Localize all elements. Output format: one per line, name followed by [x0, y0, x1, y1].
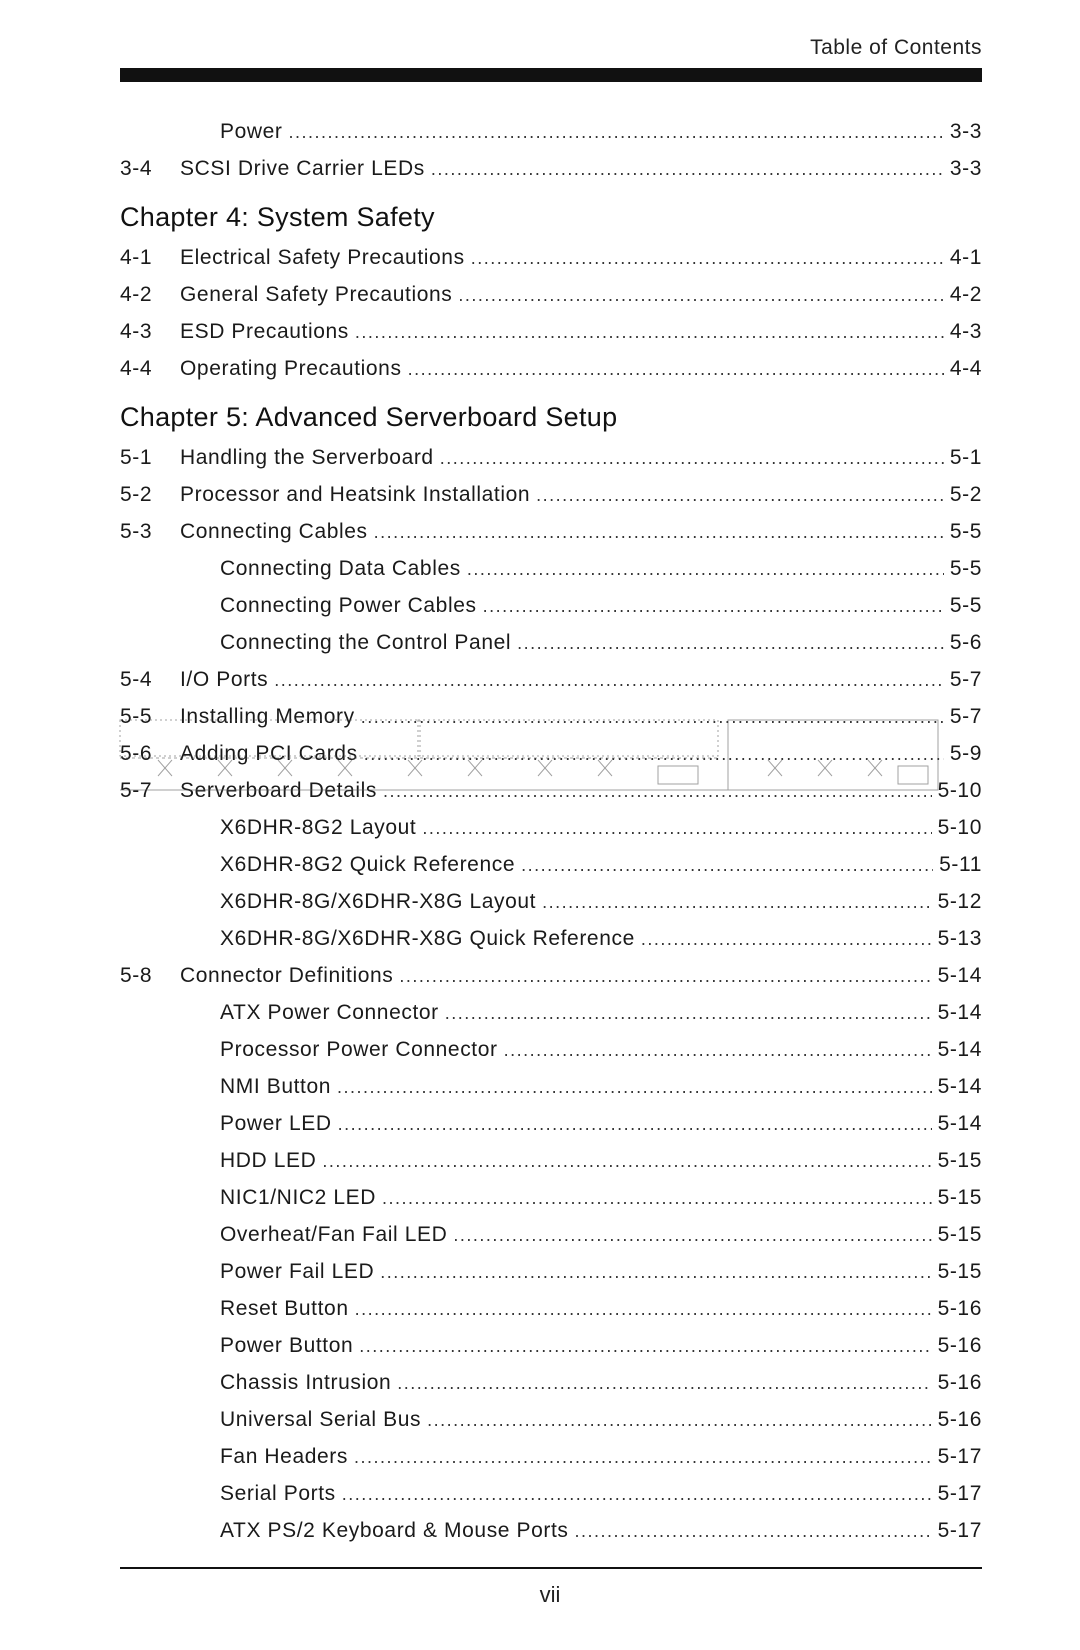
toc-dot-leader [289, 114, 944, 150]
toc-entry[interactable] [120, 276, 982, 313]
toc-entry-title: Power [220, 120, 283, 143]
toc-entry[interactable] [120, 772, 982, 809]
toc-entry-title: Power Fail LED [220, 1260, 375, 1283]
toc-entry-title: Connecting the Control Panel [220, 631, 512, 654]
toc-section-number: 3-4 [120, 157, 153, 180]
toc-entry[interactable] [120, 809, 982, 846]
toc-dot-leader [383, 773, 932, 809]
toc-dot-leader [467, 551, 944, 587]
toc-entry[interactable] [120, 1142, 982, 1179]
toc-page-reference: 5-14 [937, 1038, 982, 1061]
toc-entry[interactable] [120, 150, 982, 187]
toc-section-number: 5-7 [120, 779, 153, 802]
toc-entry-title: Operating Precautions [180, 357, 402, 380]
toc-entry[interactable] [120, 1327, 982, 1364]
toc-section-number: 4-4 [120, 357, 153, 380]
toc-entry-title: Fan Headers [220, 1445, 348, 1468]
toc-page-reference: 5-14 [937, 1075, 982, 1098]
toc-pre-entries [120, 113, 982, 187]
toc-page-reference: 5-5 [949, 520, 982, 543]
toc-page-reference: 5-17 [937, 1482, 982, 1505]
toc-entry-title: Overheat/Fan Fail LED [220, 1223, 448, 1246]
toc-entry[interactable] [120, 550, 982, 587]
toc-page-reference: 5-14 [937, 964, 982, 987]
chapter-4-heading: Chapter 4: System Safety [120, 202, 435, 232]
toc-dot-leader [445, 995, 932, 1031]
toc-section-number: 4-3 [120, 320, 153, 343]
toc-entry[interactable] [120, 920, 982, 957]
toc-dot-leader [504, 1032, 932, 1068]
toc-entry[interactable] [120, 1179, 982, 1216]
toc-page-reference: 5-7 [949, 705, 982, 728]
toc-page-reference: 5-7 [949, 668, 982, 691]
toc-dot-leader [408, 351, 944, 387]
toc-entry-title: X6DHR-8G/X6DHR-X8G Layout [220, 890, 537, 913]
toc-entry-title: Processor Power Connector [220, 1038, 498, 1061]
chapter-4-entries [120, 239, 982, 387]
toc-page-reference: 5-12 [937, 890, 982, 913]
toc-page-reference: 5-15 [937, 1149, 982, 1172]
toc-dot-leader [575, 1513, 932, 1549]
toc-entry[interactable] [120, 1438, 982, 1475]
toc-dot-leader [355, 314, 944, 350]
toc-section-number: 5-6 [120, 742, 153, 765]
toc-dot-leader [338, 1106, 932, 1142]
toc-entry-title: General Safety Precautions [180, 283, 453, 306]
toc-page-reference: 5-10 [937, 816, 982, 839]
toc-page-reference: 5-14 [937, 1112, 982, 1135]
toc-entry-title: NIC1/NIC2 LED [220, 1186, 377, 1209]
toc-entry-title: Power LED [220, 1112, 332, 1135]
toc-entry[interactable] [120, 846, 982, 883]
toc-entry[interactable] [120, 313, 982, 350]
header-rule [120, 68, 982, 82]
page-number: vii [539, 1582, 561, 1607]
toc-dot-leader [380, 1254, 931, 1290]
toc-entry-title: Processor and Heatsink Installation [180, 483, 531, 506]
toc-page-reference: 5-15 [937, 1186, 982, 1209]
toc-entry[interactable] [120, 513, 982, 550]
toc-page-reference: 5-16 [937, 1408, 982, 1431]
toc-dot-leader [440, 440, 944, 476]
toc-page-reference: 5-6 [949, 631, 982, 654]
toc-entry-title: Handling the Serverboard [180, 446, 434, 469]
toc-dot-leader [431, 151, 944, 187]
toc-entry-title: Installing Memory [180, 705, 355, 728]
toc-entry[interactable] [120, 1068, 982, 1105]
toc-dot-leader [354, 1439, 932, 1475]
toc-entry[interactable] [120, 735, 982, 772]
toc-dot-leader [359, 1328, 931, 1364]
toc-entry-title: Connecting Cables [180, 520, 368, 543]
toc-entry-title: X6DHR-8G2 Quick Reference [220, 853, 516, 876]
toc-page-reference: 5-15 [937, 1260, 982, 1283]
toc-page-reference: 5-11 [939, 853, 982, 876]
toc-entry-title: ESD Precautions [180, 320, 349, 343]
toc-section-number: 5-2 [120, 483, 153, 506]
toc-entry-title: Chassis Intrusion [220, 1371, 392, 1394]
toc-dot-leader [453, 1217, 931, 1253]
toc-entry[interactable] [120, 957, 982, 994]
toc-page-reference: 4-2 [949, 283, 982, 306]
chapter-5-heading: Chapter 5: Advanced Serverboard Setup [120, 402, 618, 432]
chapter-5-entries [120, 439, 982, 1549]
toc-dot-leader [364, 736, 944, 772]
toc-page-reference: 5-16 [937, 1334, 982, 1357]
toc-dot-leader [521, 847, 933, 883]
toc-entry-title: ATX PS/2 Keyboard & Mouse Ports [220, 1519, 569, 1542]
toc-entry-title: Connector Definitions [180, 964, 394, 987]
toc-page-reference: 5-17 [937, 1519, 982, 1542]
toc-entry-title: X6DHR-8G2 Layout [220, 816, 417, 839]
toc-entry-title: Serial Ports [220, 1482, 336, 1505]
toc-section-number: 4-2 [120, 283, 153, 306]
toc-entry[interactable] [120, 1512, 982, 1549]
toc-entry-title: Universal Serial Bus [220, 1408, 422, 1431]
toc-dot-leader [342, 1476, 932, 1512]
toc-entry[interactable] [120, 1475, 982, 1512]
toc-page-reference: 5-9 [949, 742, 982, 765]
toc-dot-leader [422, 810, 931, 846]
toc-section-number: 5-8 [120, 964, 153, 987]
toc-dot-leader [517, 625, 944, 661]
toc-dot-leader [458, 277, 943, 313]
toc-section-number: 5-5 [120, 705, 153, 728]
toc-page-reference: 5-5 [949, 557, 982, 580]
toc-dot-leader [337, 1069, 932, 1105]
toc-entry[interactable] [120, 1401, 982, 1438]
toc-entry-title: NMI Button [220, 1075, 332, 1098]
toc-page-reference: 3-3 [949, 120, 982, 143]
toc-entry-title: Serverboard Details [180, 779, 377, 802]
toc-page-reference: 5-10 [937, 779, 982, 802]
toc-dot-leader [322, 1143, 931, 1179]
toc-entry-title: I/O Ports [180, 668, 269, 691]
toc-entry-title: Electrical Safety Precautions [180, 246, 465, 269]
toc-page-reference: 5-15 [937, 1223, 982, 1246]
toc-section-number: 5-1 [120, 446, 153, 469]
toc-entry[interactable] [120, 1364, 982, 1401]
toc-entry-title: X6DHR-8G/X6DHR-X8G Quick Reference [220, 927, 635, 950]
table-of-contents [120, 113, 982, 1549]
toc-page-reference: 4-4 [949, 357, 982, 380]
running-head: Table of Contents [810, 36, 982, 59]
toc-entry[interactable] [120, 1105, 982, 1142]
toc-page-reference: 5-2 [949, 483, 982, 506]
toc-entry[interactable] [120, 698, 982, 735]
toc-entry[interactable] [120, 1253, 982, 1290]
toc-entry[interactable] [120, 1216, 982, 1253]
toc-page-reference: 4-3 [949, 320, 982, 343]
toc-entry-title: Connecting Power Cables [220, 594, 477, 617]
toc-page-reference: 5-16 [937, 1371, 982, 1394]
toc-dot-leader [274, 662, 944, 698]
toc-page-reference: 5-16 [937, 1297, 982, 1320]
toc-entry[interactable] [120, 113, 982, 150]
toc-entry-title: Connecting Data Cables [220, 557, 461, 580]
toc-dot-leader [542, 884, 931, 920]
toc-page-reference: 4-1 [949, 246, 982, 269]
toc-entry[interactable] [120, 994, 982, 1031]
toc-page-reference: 3-3 [949, 157, 982, 180]
toc-dot-leader [361, 699, 944, 735]
toc-entry[interactable] [120, 1031, 982, 1068]
toc-page-reference: 5-1 [949, 446, 982, 469]
toc-entry[interactable] [120, 439, 982, 476]
toc-entry[interactable] [120, 476, 982, 513]
toc-entry-title: SCSI Drive Carrier LEDs [180, 157, 425, 180]
toc-dot-leader [397, 1365, 931, 1401]
toc-dot-leader [483, 588, 944, 624]
toc-entry-title: Adding PCI Cards [180, 742, 358, 765]
toc-entry[interactable] [120, 350, 982, 387]
toc-entry-title: ATX Power Connector [220, 1001, 439, 1024]
toc-entry-title: HDD LED [220, 1149, 317, 1172]
toc-dot-leader [427, 1402, 931, 1438]
toc-dot-leader [355, 1291, 932, 1327]
toc-entry-title: Reset Button [220, 1297, 349, 1320]
toc-entry[interactable] [120, 624, 982, 661]
toc-page-reference: 5-5 [949, 594, 982, 617]
toc-page-reference: 5-17 [937, 1445, 982, 1468]
toc-entry[interactable] [120, 883, 982, 920]
toc-dot-leader [374, 514, 944, 550]
toc-entry[interactable] [120, 661, 982, 698]
toc-entry[interactable] [120, 239, 982, 276]
toc-entry[interactable] [120, 587, 982, 624]
toc-dot-leader [399, 958, 931, 994]
toc-dot-leader [382, 1180, 932, 1216]
toc-section-number: 5-4 [120, 668, 153, 691]
toc-page-reference: 5-13 [937, 927, 982, 950]
footer-rule [120, 1567, 982, 1569]
toc-entry[interactable] [120, 1290, 982, 1327]
toc-page-reference: 5-14 [937, 1001, 982, 1024]
toc-section-number: 4-1 [120, 246, 153, 269]
toc-section-number: 5-3 [120, 520, 153, 543]
toc-dot-leader [536, 477, 944, 513]
toc-dot-leader [471, 240, 944, 276]
toc-dot-leader [641, 921, 932, 957]
toc-entry-title: Power Button [220, 1334, 354, 1357]
